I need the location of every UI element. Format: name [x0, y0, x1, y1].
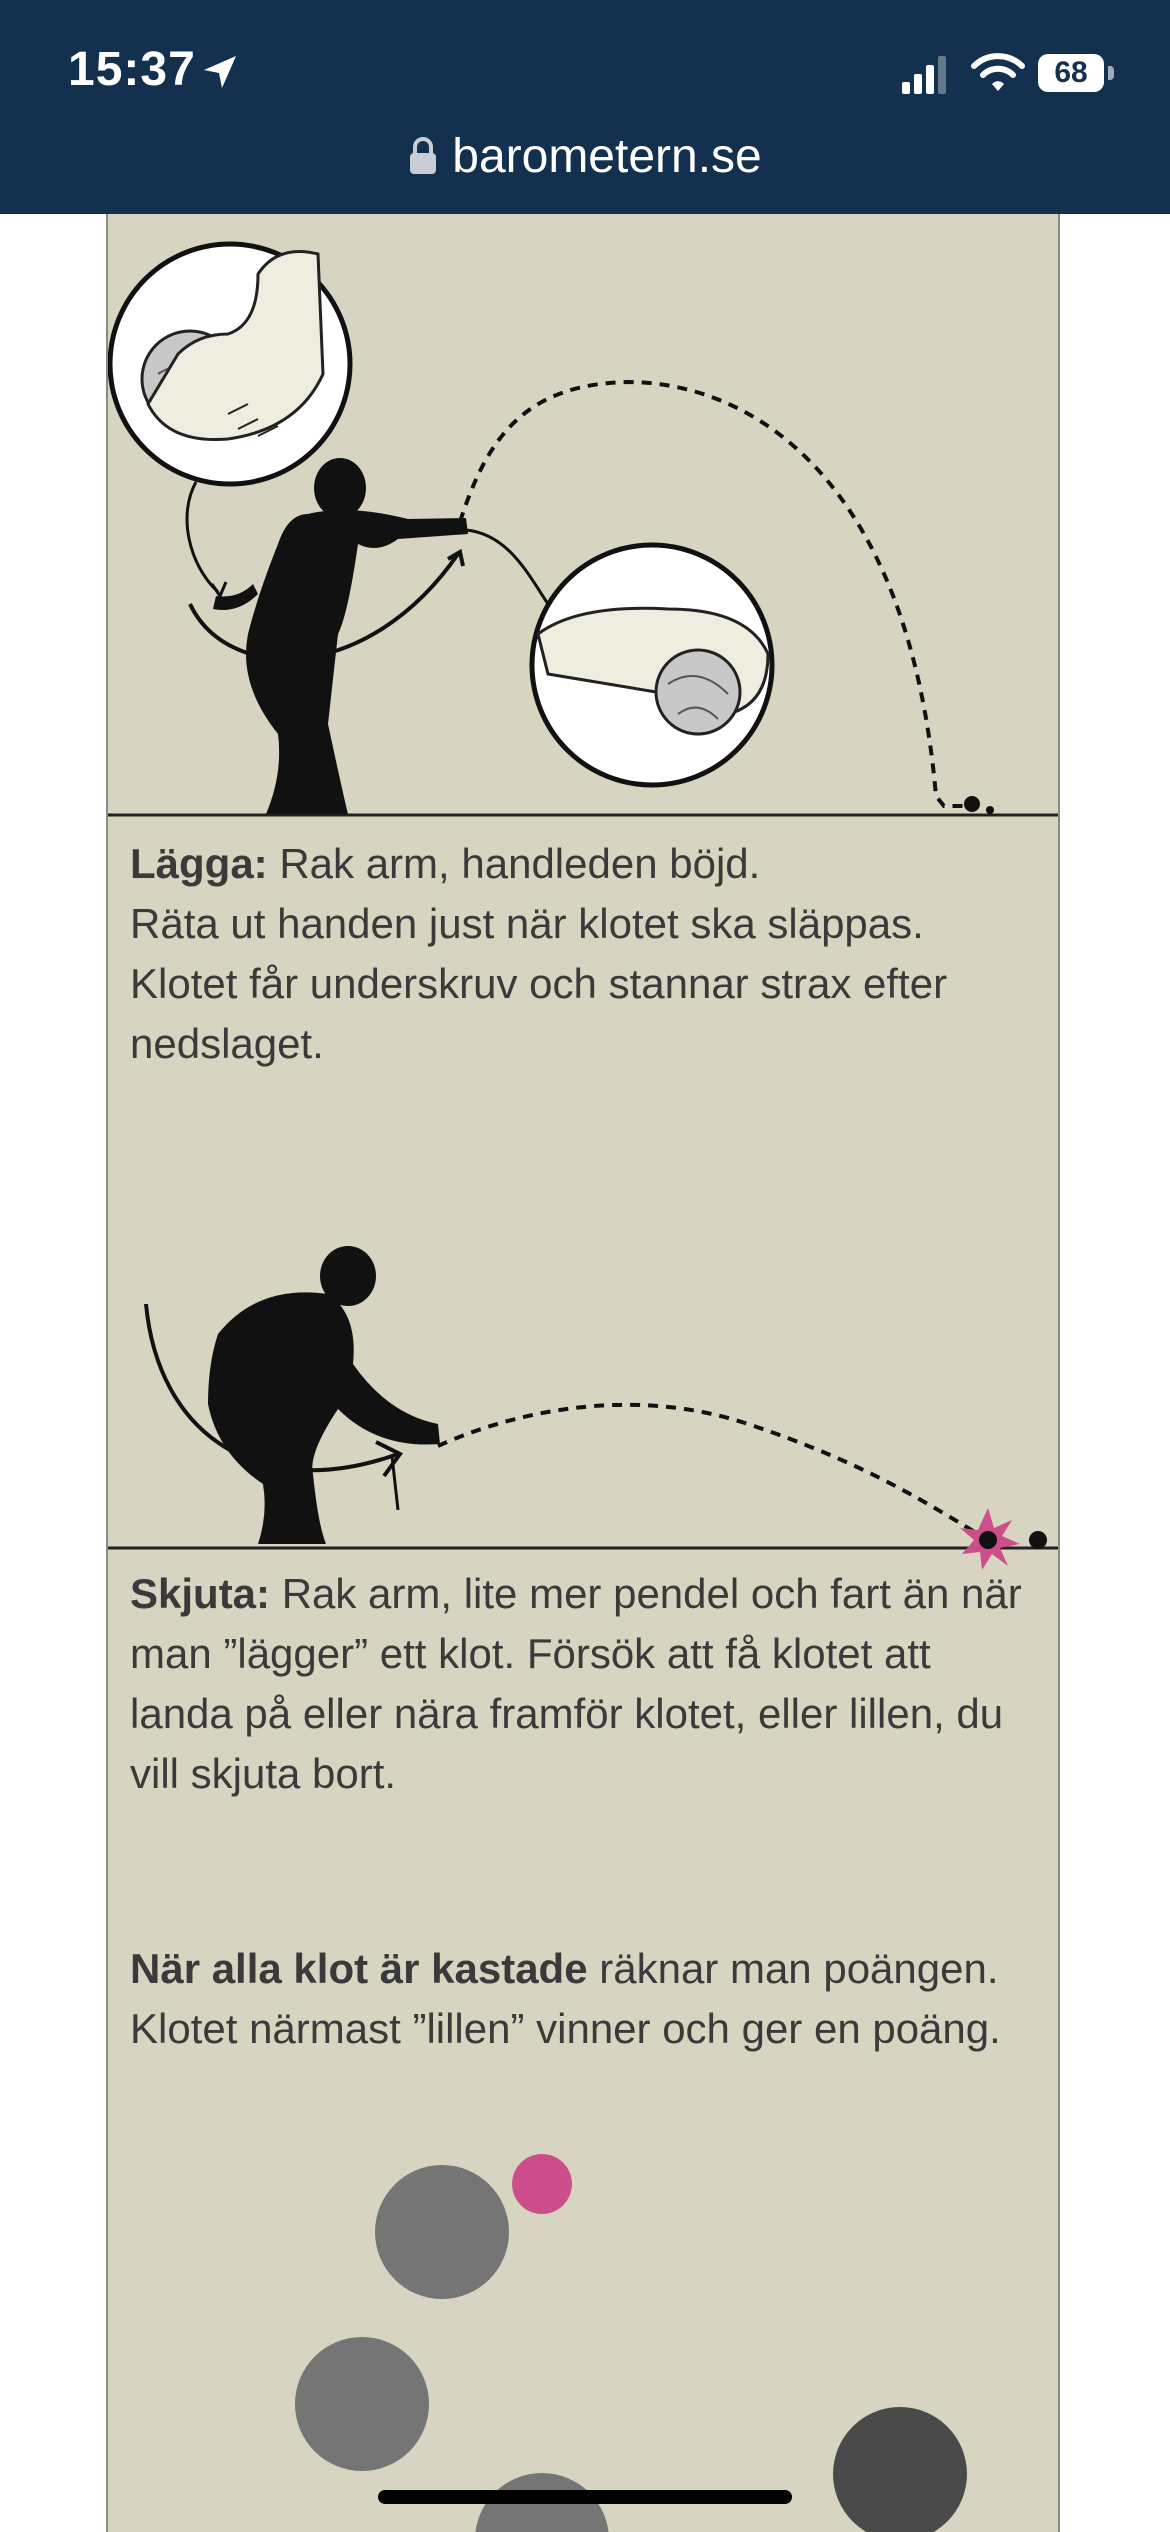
lock-icon	[408, 136, 438, 176]
scoring-caption	[130, 1939, 1040, 2059]
lagga-text-line1: Rak arm, handleden böjd.	[279, 840, 761, 887]
skjuta-caption	[130, 1564, 1040, 1804]
lagga-text: Räta ut handen just när klotet ska släppas. Klotet får underskruv och stannar strax efter nedslaget.	[130, 900, 948, 1067]
signal-icon	[902, 54, 950, 94]
browser-header	[0, 0, 1170, 214]
boule-ball	[295, 2337, 429, 2471]
boule-ball	[375, 2165, 509, 2299]
skjuta-illustration	[108, 1214, 1058, 1574]
scoring-text: räknar man poängen. Klotet närmast ”lillen” vinner och ger en poäng.	[130, 1945, 1001, 2052]
battery-nub	[1108, 66, 1114, 80]
scoring-illustration	[108, 2144, 1058, 2532]
skjuta-title: Skjuta:	[130, 1570, 271, 1617]
battery-icon: 68	[1038, 54, 1104, 92]
lagga-caption	[130, 834, 1040, 1074]
url-bar[interactable]	[0, 120, 1170, 192]
home-indicator[interactable]	[378, 2490, 792, 2504]
url-text: barometern.se	[452, 129, 762, 183]
location-arrow-icon	[200, 52, 240, 92]
boule-ball	[833, 2407, 967, 2532]
boule-infographic	[106, 214, 1060, 2532]
lagga-illustration	[108, 214, 1058, 824]
wifi-icon	[970, 50, 1026, 94]
skjuta-text: Rak arm, lite mer pendel och fart än när man ”lägger” ett klot. Försök att få klotet att landa på eller nära framför klotet, eller lillen, du vill skjuta bort.	[130, 1570, 1022, 1797]
jack-ball	[512, 2154, 572, 2214]
status-time: 15:37	[68, 43, 196, 96]
scoring-title: När alla klot är kastade	[130, 1945, 588, 1992]
lagga-title: Lägga:	[130, 840, 268, 887]
